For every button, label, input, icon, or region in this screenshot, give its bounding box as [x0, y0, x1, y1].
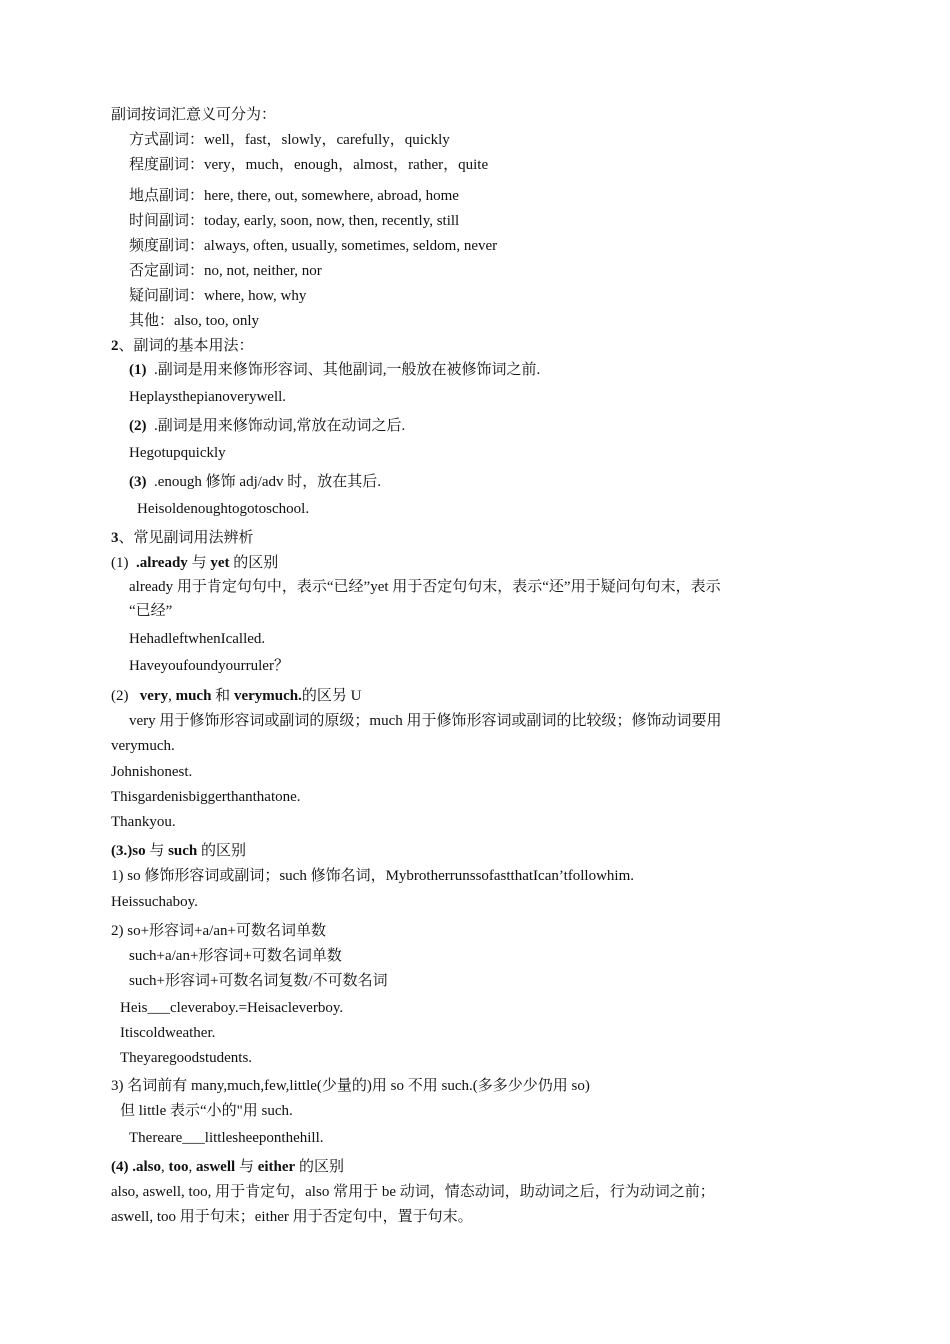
- point-number: (1): [111, 555, 129, 571]
- point-3-rule-2: 2) so+形容词+a/an+可数名词单数: [111, 923, 326, 939]
- point-3-example: Itiscoldweather.: [120, 1025, 216, 1041]
- point-2-heading: [111, 686, 361, 706]
- heading-text: 的区别: [229, 555, 279, 571]
- rule-2-example: Hegotupquickly: [129, 445, 226, 461]
- rule-number: (2): [129, 418, 147, 434]
- point-4-line-1: also, aswell, too, 用于肯定句，also 常用于 be 动词，情态动词，助动词之后，行为动词之前；: [111, 1184, 715, 1200]
- rule-1-example: Heplaysthepianoverywell.: [129, 389, 287, 405]
- point-2-desc: very 用于修饰形容词或副词的原级；much 用于修饰形容词或副词的比较级；修饰动词要用: [129, 713, 722, 729]
- point-2-example: Thisgardenisbiggerthanthatone.: [111, 789, 301, 805]
- rule-number: (3): [129, 474, 147, 490]
- point-3-rule-1-example: Heissuchaboy.: [111, 894, 198, 910]
- category-place: [129, 186, 459, 206]
- category-words: today, early, soon, now, then, recently, still: [204, 213, 460, 229]
- category-label: 方式副词：: [129, 132, 205, 148]
- point-3-rule-1: 1) so 修饰形容词或副词；such 修饰名词，MybrotherrunssofastthatIcan’tfollowhim.: [111, 868, 635, 884]
- heading-text: ,: [168, 688, 176, 704]
- keyword: such: [168, 843, 198, 859]
- rule-text: .副词是用来修饰动词,常放在动词之后.: [154, 418, 406, 434]
- section-title: 、副词的基本用法：: [118, 338, 254, 354]
- heading-text: ,: [188, 1159, 197, 1175]
- category-label: 地点副词：: [129, 188, 205, 204]
- keyword: .also: [128, 1159, 162, 1175]
- section-3-heading: [111, 528, 254, 548]
- keyword: (3.)so: [111, 843, 146, 859]
- rule-number: (1): [129, 362, 147, 378]
- point-3-heading: [111, 841, 246, 861]
- category-words: no, not, neither, nor: [204, 263, 322, 279]
- section-number: 3: [111, 530, 119, 546]
- point-4-line-2: aswell, too 用于句末；either 用于否定句中，置于句末。: [111, 1209, 473, 1225]
- rule-text: .副词是用来修饰形容词、其他副词,一般放在被修饰词之前.: [154, 362, 541, 378]
- rule-3: [129, 472, 381, 492]
- category-time: [129, 211, 459, 231]
- keyword: yet: [210, 555, 230, 571]
- category-other: [129, 311, 259, 331]
- intro-line: 副词按词汇意义可分为：: [111, 107, 277, 123]
- keyword: verymuch.: [233, 688, 302, 704]
- heading-text: 和: [211, 688, 234, 704]
- point-2-example: Johnishonest.: [111, 764, 193, 780]
- keyword: very: [139, 688, 169, 704]
- point-3-example: Heis___cleveraboy.=Heisacleverboy.: [120, 1000, 344, 1016]
- point-3-rule-3b: 但 little 表示“小的"用 such.: [120, 1103, 293, 1119]
- point-4-heading: [111, 1157, 344, 1177]
- category-label: 否定副词：: [129, 263, 205, 279]
- category-label: 其他：: [129, 313, 175, 329]
- keyword: .already: [136, 555, 188, 571]
- category-words: very，much，enough，almost，rather，quite: [204, 157, 489, 173]
- point-1-heading: [111, 553, 278, 573]
- heading-text: 的区别: [295, 1159, 344, 1175]
- keyword: too: [168, 1159, 189, 1175]
- section-2-heading: [111, 336, 254, 356]
- point-number: (4): [111, 1159, 129, 1175]
- keyword: much: [175, 688, 212, 704]
- category-negative: [129, 261, 322, 281]
- section-number: 2: [111, 338, 119, 354]
- section-title: 、常见副词用法辨析: [118, 530, 254, 546]
- point-1-desc: already 用于肯定句句中，表示“已经”yet 用于否定句句末，表示“还”用于疑问句句末，表示: [129, 579, 721, 595]
- point-3-rule-3: 3) 名词前有 many,much,few,little(少量的)用 so 不用 such.(多多少少仍用 so): [111, 1078, 590, 1094]
- category-label: 频度副词：: [129, 238, 205, 254]
- point-2-example: Thankyou.: [111, 814, 176, 830]
- rule-1: [129, 360, 540, 380]
- heading-text: 与: [145, 843, 169, 859]
- heading-text: ,: [161, 1159, 169, 1175]
- category-words: always, often, usually, sometimes, seldom, never: [204, 238, 498, 254]
- point-3-example: Theyaregoodstudents.: [120, 1050, 253, 1066]
- category-interrogative: [129, 286, 306, 306]
- rule-2: [129, 416, 405, 436]
- category-degree: [129, 155, 488, 175]
- category-words: well，fast，slowly，carefully，quickly: [204, 132, 450, 148]
- point-1-desc-cont: “已经”: [129, 603, 173, 619]
- point-3-rule-3-example: Thereare___littlesheeponthehill.: [129, 1130, 324, 1146]
- category-words: also, too, only: [174, 313, 260, 329]
- rule-3-example: Heisoldenoughtogotoschool.: [137, 501, 310, 517]
- heading-text: 与: [235, 1159, 258, 1175]
- category-frequency: [129, 236, 497, 256]
- category-manner: [129, 130, 450, 150]
- point-number: (2): [111, 688, 129, 704]
- heading-text: 的区别: [197, 843, 247, 859]
- category-label: 时间副词：: [129, 213, 205, 229]
- point-2-desc-cont: verymuch.: [111, 738, 175, 754]
- category-label: 程度副词：: [129, 157, 205, 173]
- point-1-example: HehadleftwhenIcalled.: [129, 631, 266, 647]
- keyword: either: [257, 1159, 296, 1175]
- point-3-rule-2c: such+形容词+可数名词复数/不可数名词: [129, 973, 388, 989]
- category-words: here, there, out, somewhere, abroad, home: [204, 188, 459, 204]
- heading-text: 与: [187, 555, 211, 571]
- rule-text: .enough 修饰 adj/adv 时，放在其后.: [154, 474, 382, 490]
- point-1-example: Haveyoufoundyourruler？: [129, 658, 289, 674]
- heading-text: 的区另 U: [301, 688, 362, 704]
- point-3-rule-2b: such+a/an+形容词+可数名词单数: [129, 948, 342, 964]
- category-label: 疑问副词：: [129, 288, 205, 304]
- category-words: where, how, why: [204, 288, 307, 304]
- keyword: aswell: [196, 1159, 236, 1175]
